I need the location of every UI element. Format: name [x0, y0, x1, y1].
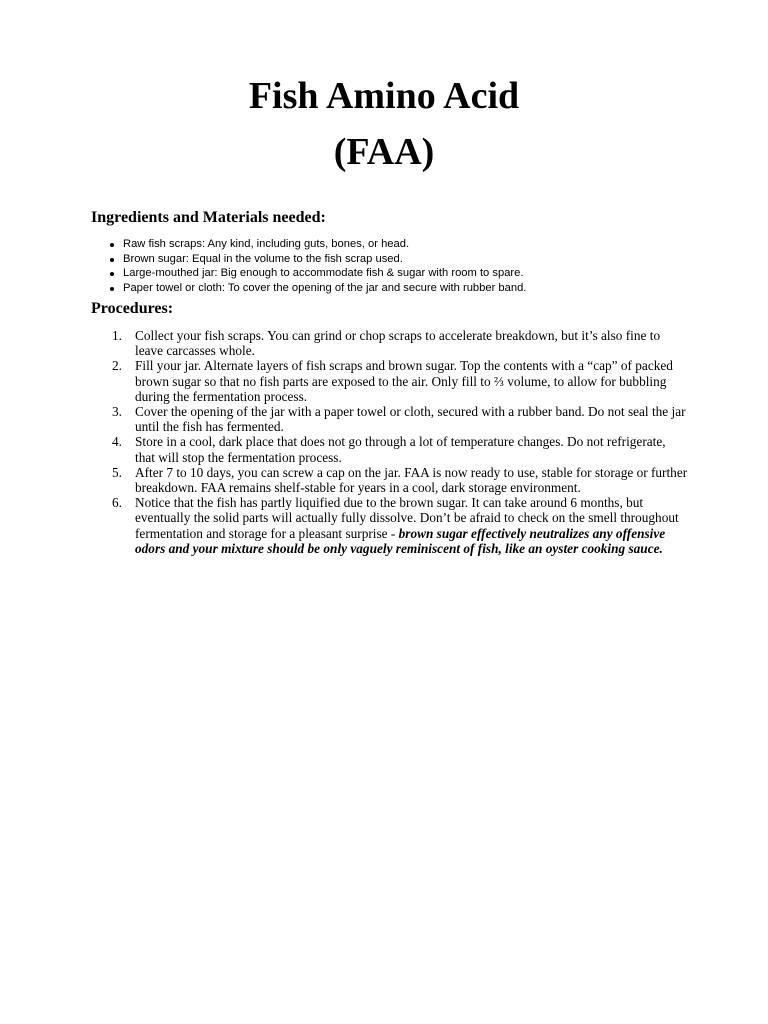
- list-item: [106, 266, 686, 281]
- step-number: 6.: [112, 495, 122, 511]
- step-text: Collect your fish scraps. You can grind or chop scraps to accelerate breakdown, but it’s also fine to leave carcasses whole.: [135, 328, 661, 359]
- list-item-text: Paper towel or cloth: To cover the opening of the jar and secure with rubber band.: [123, 281, 527, 294]
- procedures-list: [108, 328, 688, 556]
- list-item: [106, 237, 686, 252]
- procedure-step: [108, 328, 688, 358]
- bullet-icon: [110, 258, 114, 262]
- procedure-step: [108, 495, 688, 556]
- step-text: Cover the opening of the jar with a paper towel or cloth, secured with a rubber band. Do not seal the jar until the fish has fermented.: [135, 404, 686, 435]
- ingredients-list: [106, 237, 686, 295]
- procedure-step: [108, 358, 688, 404]
- document-title: Fish Amino Acid: [248, 75, 520, 117]
- step-number: 3.: [112, 404, 122, 420]
- bullet-icon: [110, 243, 114, 247]
- procedure-step: [108, 404, 688, 434]
- step-emphasis-text: brown sugar effectively neutralizes any offensive odors and your mixture should be only vaguely reminiscent of fish, like an oyster cooking sauce.: [135, 525, 666, 556]
- step-number: 4.: [112, 434, 122, 450]
- document-subtitle: (FAA): [333, 131, 435, 173]
- step-text: Store in a cool, dark place that does not go through a lot of temperature changes. Do not refrigerate, that will stop the fermentation process.: [135, 434, 666, 465]
- list-item-text: Large-mouthed jar: Big enough to accommodate fish & sugar with room to spare.: [123, 267, 524, 279]
- step-text: After 7 to 10 days, you can screw a cap on the jar. FAA is now ready to use, stable for storage or further breakdown. FAA remains shelf-stable for years in a cool, dark storage environment.: [135, 464, 688, 496]
- step-text: Fill your jar. Alternate layers of fish scraps and brown sugar. Top the contents with a “cap” of packed brown sugar so that no fish parts are exposed to the air. Only fill to ⅔ volume, to allow for bubbling during the fermentation process.: [135, 358, 673, 404]
- list-item-text: Raw fish scraps: Any kind, including guts, bones, or head.: [123, 238, 410, 250]
- bullet-icon: [110, 272, 114, 276]
- ingredients-heading: Ingredients and Materials needed:: [91, 209, 326, 226]
- list-item-text: Brown sugar: Equal in the volume to the fish scrap used.: [123, 252, 403, 265]
- procedure-step: [108, 434, 688, 464]
- step-number: 5.: [112, 464, 122, 480]
- step-number: 1.: [112, 328, 122, 343]
- procedures-heading: Procedures:: [91, 300, 174, 317]
- step-text: Notice that the fish has partly liquified due to the brown sugar. It can take around 6 months, but eventually the solid parts will actually fully dissolve. Don’t be afraid to check on the smell throughout fermentation and storage for a pleasant surprise -: [135, 495, 679, 541]
- list-item: [106, 281, 686, 296]
- procedure-step: [108, 465, 688, 495]
- bullet-icon: [110, 287, 114, 291]
- step-number: 2.: [112, 358, 122, 374]
- list-item: [106, 252, 686, 267]
